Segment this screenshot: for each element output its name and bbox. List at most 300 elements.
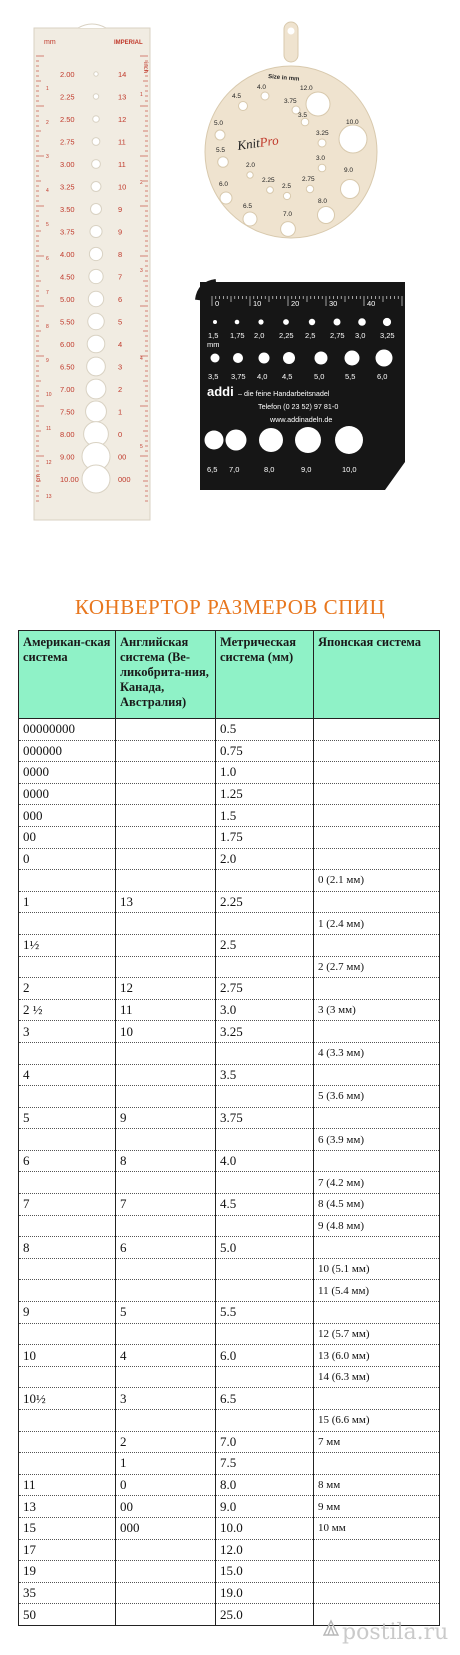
cell-japanese	[314, 740, 440, 762]
knitpro-hole	[318, 207, 335, 224]
addi-hole	[283, 352, 295, 364]
addi-hole	[233, 353, 243, 363]
ruler-inch-label: inch	[142, 62, 148, 74]
cell-metric	[216, 1258, 314, 1280]
cell-uk	[116, 1258, 216, 1280]
table-row	[19, 891, 440, 913]
table-body	[19, 719, 440, 1626]
addi-scale-label: 30	[329, 299, 338, 308]
ruler-hole	[94, 72, 98, 76]
cell-us	[19, 1129, 116, 1151]
cell-japanese: 4 (3.3 мм)	[314, 1042, 440, 1064]
ruler-inch-tick-label: 4	[140, 356, 143, 362]
cell-uk	[116, 1410, 216, 1432]
table-row	[19, 1107, 440, 1129]
cell-metric: 6.0	[216, 1345, 314, 1367]
cell-us	[19, 1410, 116, 1432]
knitpro-hole	[239, 102, 248, 111]
cell-japanese: 2 (2.7 мм)	[314, 956, 440, 978]
knitpro-size-label-text: 8.0	[318, 198, 328, 205]
ruler-hole	[89, 269, 103, 283]
cell-japanese	[314, 1064, 440, 1086]
table-row	[19, 1150, 440, 1172]
watermark-text: postila.ru	[342, 1620, 449, 1645]
addi-size-label: 1,5	[208, 331, 219, 340]
cell-us: 1½	[19, 934, 116, 956]
cell-uk	[116, 1215, 216, 1237]
cell-us: 5	[19, 1107, 116, 1129]
cell-uk	[116, 1582, 216, 1604]
ruler-metric-size: 5.00	[60, 295, 75, 304]
cell-japanese: 7 мм	[314, 1431, 440, 1453]
cell-japanese: 13 (6.0 мм)	[314, 1345, 440, 1367]
addi-size-label: 3,5	[208, 372, 219, 381]
cell-uk: 7	[116, 1194, 216, 1216]
cell-japanese	[314, 719, 440, 741]
addi-hole	[235, 320, 240, 325]
cell-metric: 4.0	[216, 1150, 314, 1172]
table-row	[19, 1042, 440, 1064]
addi-size-label: 7,0	[229, 465, 240, 474]
table-row	[19, 1431, 440, 1453]
cell-japanese: 8 мм	[314, 1474, 440, 1496]
cell-uk	[116, 762, 216, 784]
ruler-hole	[82, 465, 110, 493]
addi-hole	[295, 427, 321, 453]
header-uk-system: Английская система (Ве-ликобрита-ния, Канада, Австралия)	[116, 631, 216, 719]
knitpro-size-label-text: 3.5	[298, 112, 308, 119]
ruler-inch-tick-label: 2	[140, 180, 143, 186]
addi-tagline: – die feine Handarbeitsnadel	[238, 389, 330, 398]
knitpro-size-label-text: 2.5	[282, 183, 292, 190]
table-row	[19, 848, 440, 870]
addi-mm-label: mm	[207, 340, 220, 349]
ruler-metric-size: 9.00	[60, 452, 75, 462]
table-row	[19, 805, 440, 827]
cell-japanese: 1 (2.4 мм)	[314, 913, 440, 935]
cell-japanese	[314, 1453, 440, 1475]
knitpro-hole	[341, 180, 360, 199]
cell-japanese	[314, 805, 440, 827]
ruler-hole	[92, 138, 100, 146]
addi-hole	[358, 318, 366, 326]
knitpro-hole	[215, 130, 225, 140]
cell-metric: 19.0	[216, 1582, 314, 1604]
cell-uk: 3	[116, 1388, 216, 1410]
addi-size-label: 2,0	[254, 331, 265, 340]
cell-metric: 8.0	[216, 1474, 314, 1496]
cell-uk: 5	[116, 1302, 216, 1324]
addi-scale-label: 20	[291, 299, 300, 308]
ruler-hole	[88, 313, 105, 330]
cell-metric: 5.5	[216, 1302, 314, 1324]
cell-metric: 1.0	[216, 762, 314, 784]
cell-uk	[116, 848, 216, 870]
ruler-metric-size: 2.50	[60, 115, 75, 124]
cell-uk	[116, 870, 216, 892]
table-row	[19, 1582, 440, 1604]
addi-hole	[213, 320, 217, 324]
ruler-imperial-size: 00	[118, 452, 127, 462]
page-title: КОНВЕРТОР РАЗМЕРОВ СПИЦ	[74, 595, 386, 619]
cell-japanese: 8 (4.5 мм)	[314, 1194, 440, 1216]
cell-japanese: 5 (3.6 мм)	[314, 1086, 440, 1108]
table-row	[19, 1215, 440, 1237]
addi-size-label: 6,0	[377, 372, 388, 381]
addi-size-label: 2,25	[279, 331, 294, 340]
cell-metric	[216, 1280, 314, 1302]
addi-size-label: 3,25	[380, 331, 395, 340]
addi-size-label: 5,0	[314, 372, 325, 381]
cell-japanese: 3 (3 мм)	[314, 999, 440, 1021]
cell-uk	[116, 805, 216, 827]
ruler-hole	[87, 335, 105, 353]
ruler-imperial-size: 7	[118, 272, 123, 282]
table-row	[19, 978, 440, 1000]
cell-uk	[116, 1129, 216, 1151]
table-row	[19, 1129, 440, 1151]
cell-japanese: 12 (5.7 мм)	[314, 1323, 440, 1345]
addi-hole	[345, 351, 360, 366]
addi-size-label: 3,0	[355, 331, 366, 340]
addi-hole	[226, 430, 247, 451]
knitpro-hole	[261, 92, 269, 100]
ruler-hole	[93, 94, 99, 100]
cell-uk: 00	[116, 1496, 216, 1518]
ruler-imperial-size: 11	[118, 160, 126, 169]
table-row	[19, 1539, 440, 1561]
cell-us	[19, 1258, 116, 1280]
ruler-imperial-size: 2	[118, 385, 123, 394]
cell-uk: 9	[116, 1107, 216, 1129]
cell-metric	[216, 956, 314, 978]
table-row	[19, 1194, 440, 1216]
cell-uk	[116, 1539, 216, 1561]
cell-japanese: 9 мм	[314, 1496, 440, 1518]
addi-size-label: 6,5	[207, 465, 218, 474]
cell-us	[19, 870, 116, 892]
ruler-hole	[86, 379, 106, 399]
ruler-imperial-size: 11	[118, 137, 126, 147]
header-us-system: Американ-ская система	[19, 631, 116, 719]
table-row	[19, 1086, 440, 1108]
ruler-hole	[93, 116, 100, 123]
cell-us: 13	[19, 1496, 116, 1518]
ruler-hole	[89, 247, 102, 260]
ruler-hole	[90, 225, 102, 237]
ruler-mm-label: mm	[44, 39, 56, 46]
cell-metric: 2.75	[216, 978, 314, 1000]
cell-us: 2	[19, 978, 116, 1000]
table-row	[19, 1517, 440, 1539]
ruler-cm-tick-label: 13	[46, 494, 52, 500]
table-row	[19, 719, 440, 741]
cell-metric	[216, 1215, 314, 1237]
addi-web: www.addinadeln.de	[270, 415, 333, 424]
cell-uk	[116, 1086, 216, 1108]
header-metric-system: Метрическая система (мм)	[216, 631, 314, 719]
cell-japanese	[314, 1539, 440, 1561]
table-row	[19, 740, 440, 762]
addi-hole	[383, 318, 391, 326]
ruler-imperial-label: IMPERIAL	[114, 40, 143, 46]
ruler-metric-size: 10.00	[60, 475, 79, 484]
cell-japanese: 15 (6.6 мм)	[314, 1410, 440, 1432]
cell-us	[19, 1215, 116, 1237]
cell-metric	[216, 1410, 314, 1432]
ruler-hole	[91, 182, 101, 192]
cell-metric: 10.0	[216, 1517, 314, 1539]
ruler-cm-tick-label: 7	[46, 290, 49, 296]
cell-uk	[116, 913, 216, 935]
ruler-imperial-size: 0	[118, 430, 123, 439]
cell-japanese	[314, 1561, 440, 1583]
cell-uk: 6	[116, 1237, 216, 1259]
knitpro-hole	[318, 139, 326, 147]
addi-phone: Telefon (0 23 52) 97 81-0	[258, 402, 339, 411]
knitpro-hole	[267, 187, 274, 194]
cell-us: 50	[19, 1604, 116, 1626]
cell-uk: 4	[116, 1345, 216, 1367]
ruler-metric-size: 7.00	[60, 385, 75, 394]
cell-metric	[216, 1129, 314, 1151]
ruler-metric-size: 3.25	[60, 182, 75, 192]
ruler-hole	[91, 204, 102, 215]
cell-us	[19, 1323, 116, 1345]
cell-japanese	[314, 1388, 440, 1410]
ruler-imperial-size: 8	[118, 250, 123, 259]
cell-metric: 7.0	[216, 1431, 314, 1453]
ruler-cm-tick-label: 9	[46, 358, 49, 364]
cell-us: 00000000	[19, 719, 116, 741]
cell-us	[19, 1086, 116, 1108]
knitpro-size-label-text: 7.0	[283, 211, 293, 218]
cell-us: 000	[19, 805, 116, 827]
cell-us: 1	[19, 891, 116, 913]
cell-uk	[116, 719, 216, 741]
ruler-metric-size: 4.50	[60, 272, 75, 282]
ruler-cm-label: cm	[36, 474, 42, 482]
cell-metric: 6.5	[216, 1388, 314, 1410]
addi-hole	[258, 319, 263, 324]
cell-us: 8	[19, 1237, 116, 1259]
cell-uk	[116, 1366, 216, 1388]
ruler-cm-tick-label: 3	[46, 154, 49, 160]
ruler-cm-tick-label: 2	[46, 120, 49, 126]
cell-metric	[216, 1042, 314, 1064]
cell-japanese: 14 (6.3 мм)	[314, 1366, 440, 1388]
cell-us: 000000	[19, 740, 116, 762]
table-row	[19, 1453, 440, 1475]
needle-gauges-photo	[0, 0, 460, 580]
cell-metric	[216, 913, 314, 935]
cell-uk	[116, 826, 216, 848]
knitpro-size-label-text: 4.0	[257, 84, 267, 91]
addi-hole	[259, 428, 283, 452]
ruler-cm-tick-label: 11	[46, 426, 52, 432]
cell-metric: 1.25	[216, 783, 314, 805]
cell-uk: 10	[116, 1021, 216, 1043]
addi-hole	[205, 431, 224, 450]
knitpro-size-label-text: 5.0	[214, 120, 224, 127]
ruler-hole	[92, 160, 101, 169]
cell-metric: 12.0	[216, 1539, 314, 1561]
watermark-logo-icon	[324, 1621, 338, 1635]
ruler-metric-size: 5.50	[60, 317, 75, 327]
addi-logo: addi	[207, 384, 234, 399]
cell-us	[19, 1431, 116, 1453]
addi-size-label: 8,0	[264, 465, 275, 474]
cell-us: 19	[19, 1561, 116, 1583]
knitpro-hole	[301, 118, 309, 126]
addi-scale-label: 50	[405, 299, 414, 308]
cell-japanese	[314, 934, 440, 956]
knitpro-size-label-text: 6.5	[243, 203, 253, 210]
ruler-imperial-size: 13	[118, 92, 127, 102]
table-row	[19, 999, 440, 1021]
cell-us: 6	[19, 1150, 116, 1172]
header-japanese-system: Японская система	[314, 631, 440, 719]
table-row	[19, 1258, 440, 1280]
postila-watermark	[320, 1613, 450, 1647]
knitpro-logo-pro: Pro	[258, 132, 280, 150]
ruler-metric-size: 3.75	[60, 227, 75, 237]
cell-japanese	[314, 978, 440, 1000]
cell-metric: 1.5	[216, 805, 314, 827]
cell-uk	[116, 1323, 216, 1345]
knitpro-size-label-text: 3.0	[316, 155, 326, 162]
cell-us: 0	[19, 848, 116, 870]
table-row	[19, 870, 440, 892]
ruler-metric-size: 8.00	[60, 430, 75, 439]
cell-japanese	[314, 783, 440, 805]
ruler-metric-size: 2.75	[60, 137, 75, 147]
addi-hole	[283, 319, 289, 325]
cell-japanese: 10 мм	[314, 1517, 440, 1539]
addi-size-label: 4,5	[282, 372, 293, 381]
addi-size-label: 10,0	[342, 465, 357, 474]
table-row	[19, 1237, 440, 1259]
cell-us: 4	[19, 1064, 116, 1086]
knitpro-hole	[281, 222, 296, 237]
table-row	[19, 1302, 440, 1324]
table-row	[19, 1388, 440, 1410]
ruler-cm-tick-label: 5	[46, 222, 49, 228]
table-row	[19, 934, 440, 956]
cell-us: 17	[19, 1539, 116, 1561]
cell-us	[19, 1453, 116, 1475]
knitpro-size-label-text: 6.0	[219, 181, 229, 188]
knitpro-hole	[243, 212, 257, 226]
table-row	[19, 1323, 440, 1345]
knitpro-hole	[306, 185, 313, 192]
table-row	[19, 1345, 440, 1367]
ruler-cm-tick-label: 10	[46, 392, 52, 398]
table-row	[19, 1561, 440, 1583]
cell-japanese: 7 (4.2 мм)	[314, 1172, 440, 1194]
ruler-imperial-size: 9	[118, 205, 123, 214]
addi-hole	[259, 353, 270, 364]
cell-metric: 3.5	[216, 1064, 314, 1086]
cell-uk: 0	[116, 1474, 216, 1496]
cell-uk	[116, 956, 216, 978]
cell-us: 0000	[19, 783, 116, 805]
cell-uk	[116, 934, 216, 956]
cell-metric: 2.5	[216, 934, 314, 956]
ruler-inch-tick-label: 1	[140, 92, 143, 98]
addi-scale-label: 0	[215, 299, 220, 308]
ruler-imperial-size: 4	[118, 340, 123, 349]
ruler-imperial-size: 12	[118, 115, 127, 124]
cell-metric: 25.0	[216, 1604, 314, 1626]
knitpro-size-label-text: 5.5	[216, 147, 226, 154]
cell-uk: 000	[116, 1517, 216, 1539]
cell-metric	[216, 870, 314, 892]
ruler-metric-size: 3.00	[60, 160, 75, 169]
ruler-metric-size: 4.00	[60, 250, 75, 259]
cell-us	[19, 913, 116, 935]
cell-us: 35	[19, 1582, 116, 1604]
addi-hole	[315, 352, 328, 365]
ruler-metric-size: 6.50	[60, 362, 75, 372]
addi-hole	[376, 350, 393, 367]
size-converter-table	[18, 630, 439, 1626]
table-row	[19, 1172, 440, 1194]
cell-us: 10½	[19, 1388, 116, 1410]
cell-uk: 12	[116, 978, 216, 1000]
cell-japanese	[314, 1237, 440, 1259]
knitpro-hole	[306, 92, 330, 116]
cell-us	[19, 956, 116, 978]
knitpro-size-label-text: 3.25	[316, 130, 329, 137]
cell-japanese: 9 (4.8 мм)	[314, 1215, 440, 1237]
knitpro-hole	[218, 157, 229, 168]
cell-uk	[116, 1064, 216, 1086]
cell-japanese	[314, 1582, 440, 1604]
cell-uk	[116, 1042, 216, 1064]
table-row	[19, 1410, 440, 1432]
addi-hole	[211, 354, 220, 363]
cell-uk: 8	[116, 1150, 216, 1172]
ruler-inch-tick-label: 5	[140, 444, 143, 450]
cell-us	[19, 1280, 116, 1302]
cell-us: 7	[19, 1194, 116, 1216]
ruler-metric-size: 2.00	[60, 70, 75, 79]
ruler-hole	[88, 291, 103, 306]
addi-size-label: 2,5	[305, 331, 316, 340]
ruler-metric-size: 3.50	[60, 205, 75, 214]
ruler-inch-tick-label: 3	[140, 268, 143, 274]
ruler-cm-tick-label: 8	[46, 324, 49, 330]
cell-us	[19, 1366, 116, 1388]
addi-size-label: 1,75	[230, 331, 245, 340]
addi-scale-label: 40	[367, 299, 376, 308]
cell-metric: 4.5	[216, 1194, 314, 1216]
ruler-imperial-size: 5	[118, 317, 123, 327]
cell-japanese: 10 (5.1 мм)	[314, 1258, 440, 1280]
ruler-cm-tick-label: 4	[46, 188, 49, 194]
addi-gauge	[198, 282, 413, 490]
cell-metric	[216, 1366, 314, 1388]
ruler-metric-size: 6.00	[60, 340, 75, 349]
ruler-imperial-size: 1	[118, 407, 123, 417]
addi-scale-label: 10	[253, 299, 262, 308]
knitpro-logo-knit: Knit	[236, 134, 261, 153]
cell-metric	[216, 1323, 314, 1345]
knitpro-size-label-text: 2.25	[262, 177, 275, 184]
table-row	[19, 783, 440, 805]
knitpro-size-label-text: 3.75	[284, 98, 297, 105]
